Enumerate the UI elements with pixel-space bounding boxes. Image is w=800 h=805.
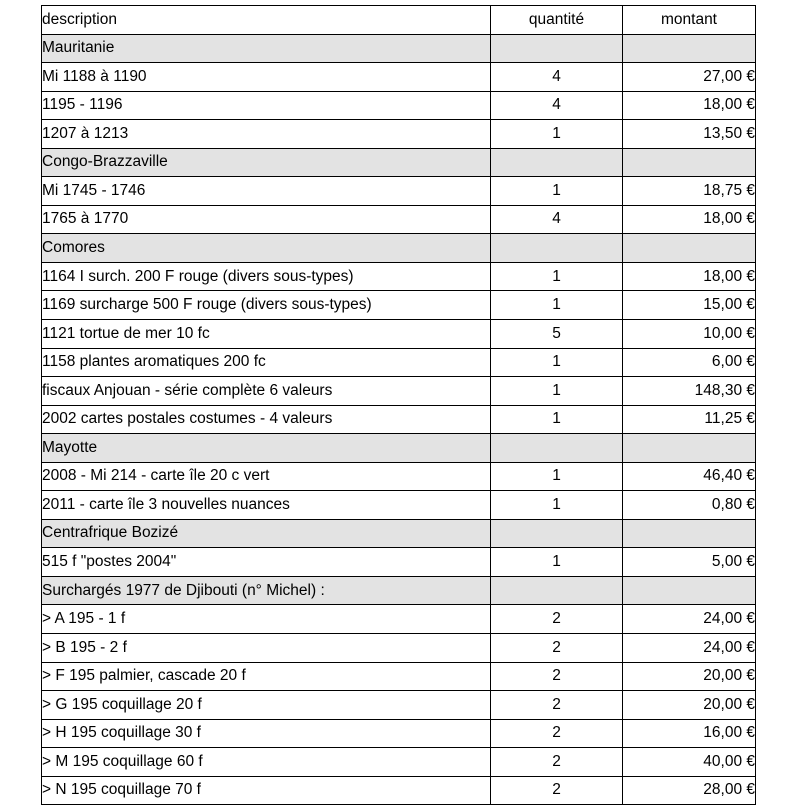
section-header-row: [42, 148, 756, 177]
section-header-row: [42, 234, 756, 263]
cell-description: > B 195 - 2 f: [42, 634, 491, 663]
section-label: Mauritanie: [42, 34, 491, 63]
cell-quantite: 1: [491, 177, 623, 206]
cell-montant: 40,00 €: [623, 748, 756, 777]
section-label: Comores: [42, 234, 491, 263]
cell-description: 2002 cartes postales costumes - 4 valeurs: [42, 405, 491, 434]
cell-montant: 24,00 €: [623, 605, 756, 634]
cell-description: > N 195 coquillage 70 f: [42, 776, 491, 805]
cell-description: > G 195 coquillage 20 f: [42, 691, 491, 720]
table-row: [42, 748, 756, 777]
table-row: [42, 776, 756, 805]
cell-description: > M 195 coquillage 60 f: [42, 748, 491, 777]
cell-montant: 28,00 €: [623, 776, 756, 805]
table-row: [42, 462, 756, 491]
table-row: [42, 63, 756, 92]
cell-quantite: 4: [491, 63, 623, 92]
table-row: [42, 691, 756, 720]
cell-montant: [623, 576, 756, 605]
cell-montant: 27,00 €: [623, 63, 756, 92]
cell-description: > A 195 - 1 f: [42, 605, 491, 634]
cell-montant: 18,00 €: [623, 205, 756, 234]
cell-quantite: 4: [491, 205, 623, 234]
cell-quantite: 1: [491, 548, 623, 577]
cell-montant: 20,00 €: [623, 691, 756, 720]
cell-montant: 13,50 €: [623, 120, 756, 149]
section-label: Congo-Brazzaville: [42, 148, 491, 177]
cell-quantite: 1: [491, 120, 623, 149]
section-header-row: [42, 434, 756, 463]
table-row: [42, 491, 756, 520]
section-header-row: [42, 519, 756, 548]
section-label: Surchargés 1977 de Djibouti (n° Michel) :: [42, 576, 491, 605]
cell-quantite: 2: [491, 719, 623, 748]
table-row: [42, 548, 756, 577]
cell-quantite: [491, 434, 623, 463]
section-header-row: [42, 576, 756, 605]
cell-description: fiscaux Anjouan - série complète 6 valeurs: [42, 377, 491, 406]
invoice-sheet: [41, 5, 755, 805]
cell-montant: [623, 434, 756, 463]
table-row: [42, 291, 756, 320]
cell-quantite: 1: [491, 291, 623, 320]
cell-description: 1195 - 1196: [42, 91, 491, 120]
cell-montant: [623, 34, 756, 63]
cell-montant: 18,75 €: [623, 177, 756, 206]
cell-quantite: 1: [491, 405, 623, 434]
cell-quantite: [491, 576, 623, 605]
cell-montant: 10,00 €: [623, 320, 756, 349]
cell-montant: 18,00 €: [623, 91, 756, 120]
cell-description: 1121 tortue de mer 10 fc: [42, 320, 491, 349]
table-row: [42, 348, 756, 377]
cell-description: 1765 à 1770: [42, 205, 491, 234]
cell-quantite: [491, 148, 623, 177]
table-row: [42, 205, 756, 234]
cell-montant: 148,30 €: [623, 377, 756, 406]
table-row: [42, 320, 756, 349]
cell-montant: 18,00 €: [623, 262, 756, 291]
cell-quantite: 2: [491, 691, 623, 720]
table-header-row: [42, 6, 756, 35]
cell-description: 1169 surcharge 500 F rouge (divers sous-types): [42, 291, 491, 320]
cell-description: 1207 à 1213: [42, 120, 491, 149]
cell-montant: [623, 519, 756, 548]
column-header-description: description: [42, 6, 491, 35]
cell-montant: 0,80 €: [623, 491, 756, 520]
table-row: [42, 262, 756, 291]
cell-quantite: [491, 519, 623, 548]
section-label: Centrafrique Bozizé: [42, 519, 491, 548]
cell-montant: 24,00 €: [623, 634, 756, 663]
section-label: Mayotte: [42, 434, 491, 463]
cell-montant: 5,00 €: [623, 548, 756, 577]
cell-quantite: 2: [491, 748, 623, 777]
cell-montant: [623, 234, 756, 263]
cell-quantite: 1: [491, 377, 623, 406]
cell-description: > H 195 coquillage 30 f: [42, 719, 491, 748]
cell-quantite: 2: [491, 605, 623, 634]
cell-quantite: [491, 234, 623, 263]
table-row: [42, 91, 756, 120]
cell-quantite: 1: [491, 491, 623, 520]
cell-montant: [623, 148, 756, 177]
cell-montant: 20,00 €: [623, 662, 756, 691]
cell-montant: 11,25 €: [623, 405, 756, 434]
cell-quantite: 4: [491, 91, 623, 120]
cell-quantite: 2: [491, 634, 623, 663]
table-row: [42, 405, 756, 434]
cell-montant: 15,00 €: [623, 291, 756, 320]
cell-quantite: 1: [491, 348, 623, 377]
cell-quantite: 1: [491, 462, 623, 491]
table-header: [42, 6, 756, 35]
table-row: [42, 177, 756, 206]
cell-description: 1158 plantes aromatiques 200 fc: [42, 348, 491, 377]
cell-montant: 46,40 €: [623, 462, 756, 491]
cell-description: 2008 - Mi 214 - carte île 20 c vert: [42, 462, 491, 491]
cell-quantite: 2: [491, 662, 623, 691]
cell-quantite: 2: [491, 776, 623, 805]
section-header-row: [42, 34, 756, 63]
table-row: [42, 120, 756, 149]
column-header-quantite: quantité: [491, 6, 623, 35]
cell-description: Mi 1745 - 1746: [42, 177, 491, 206]
table-row: [42, 719, 756, 748]
table-row: [42, 605, 756, 634]
cell-description: Mi 1188 à 1190: [42, 63, 491, 92]
cell-quantite: 5: [491, 320, 623, 349]
table-row: [42, 377, 756, 406]
cell-description: 515 f "postes 2004": [42, 548, 491, 577]
table-body: [42, 34, 756, 805]
cell-montant: 6,00 €: [623, 348, 756, 377]
table-row: [42, 634, 756, 663]
table-row: [42, 662, 756, 691]
cell-description: 1164 I surch. 200 F rouge (divers sous-types): [42, 262, 491, 291]
column-header-montant: montant: [623, 6, 756, 35]
order-items-table: [41, 5, 756, 805]
cell-quantite: [491, 34, 623, 63]
cell-quantite: 1: [491, 262, 623, 291]
cell-description: > F 195 palmier, cascade 20 f: [42, 662, 491, 691]
cell-montant: 16,00 €: [623, 719, 756, 748]
cell-description: 2011 - carte île 3 nouvelles nuances: [42, 491, 491, 520]
